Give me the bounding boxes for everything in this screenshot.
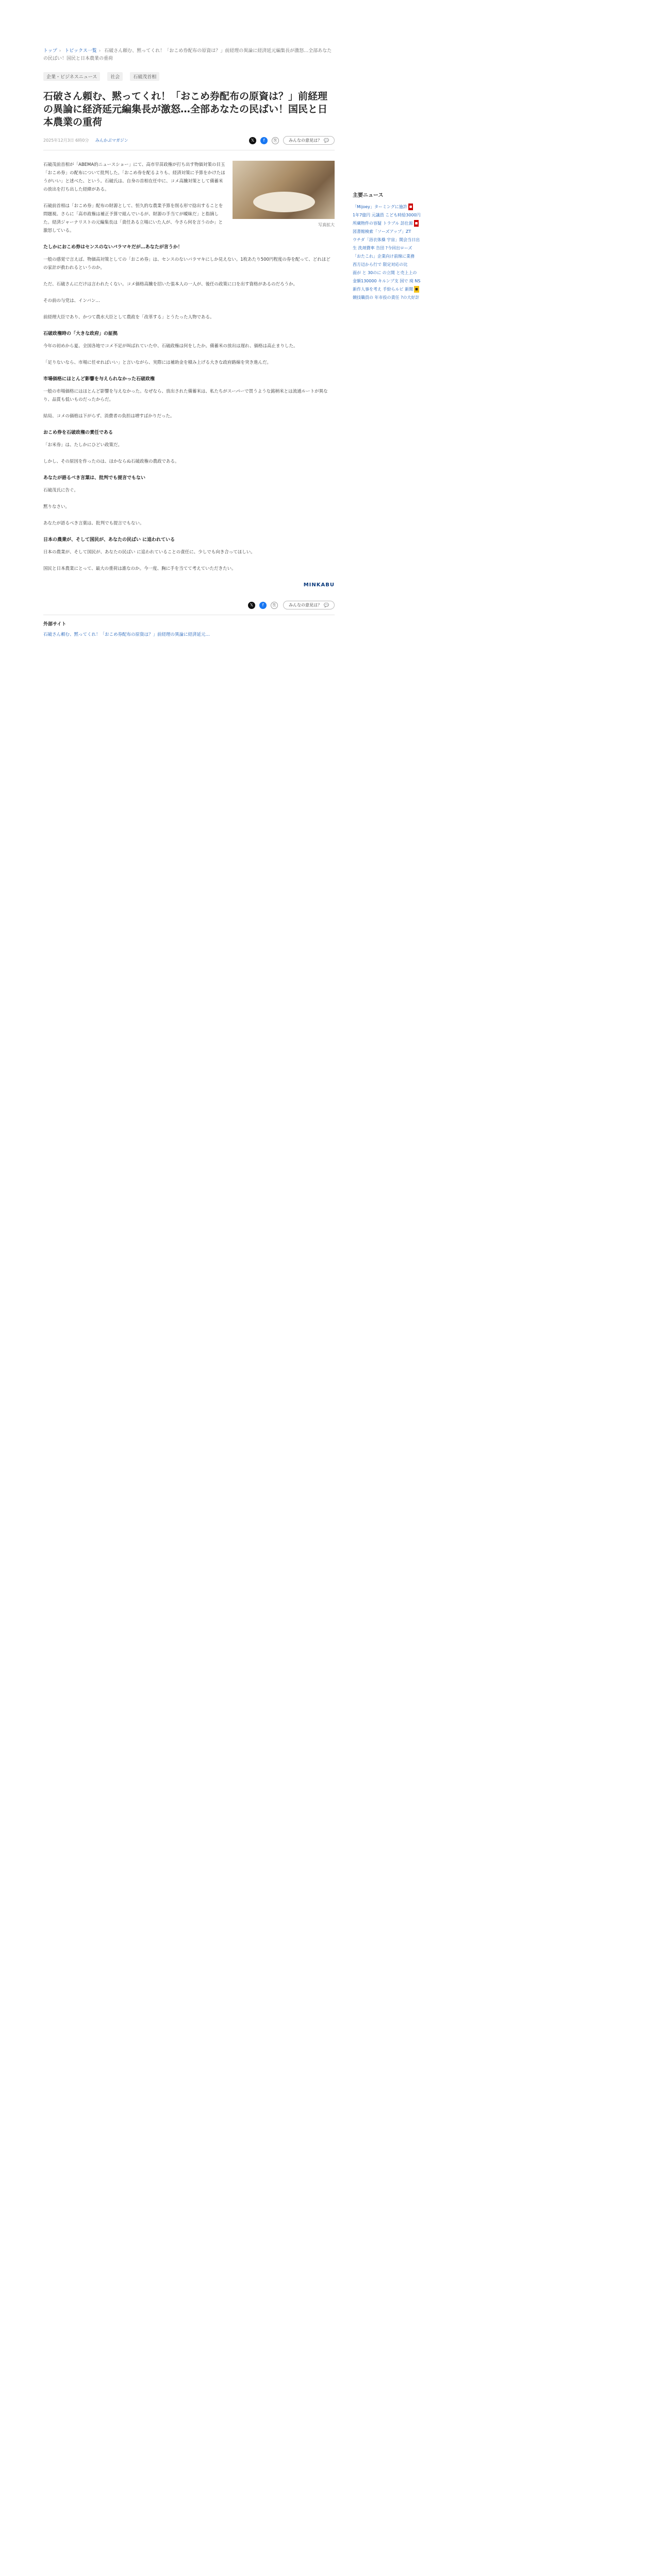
sidebar-news-item[interactable] bbox=[353, 253, 456, 260]
section-heading: 日本の農業が、そして国民が、あなたの民ばい に追われている bbox=[43, 537, 175, 543]
sidebar-title: 主要ニュース bbox=[353, 193, 384, 198]
main-column bbox=[43, 47, 335, 638]
paragraph: しかし、その原因を作ったのは、ほかならぬ石破政権の農政である。 bbox=[43, 459, 179, 464]
sidebar-news-item[interactable] bbox=[353, 269, 456, 276]
sidebar-news-item[interactable] bbox=[353, 294, 456, 301]
breadcrumb: トップ › トピックス一覧 › 石破さん頼む、黙ってくれ！「おこめ券配布の原資は？」前経理の異論に経済延元編集長が激怒…全部あなたの民ばい！国民と日本農業の重荷 bbox=[43, 48, 332, 61]
tag-list bbox=[43, 72, 335, 81]
sidebar-news-text: 「おたこれ」企業向け前線に業務 bbox=[353, 254, 415, 259]
paragraph: あなたが語るべき言葉は、批判でも提言でもない。 bbox=[43, 521, 144, 526]
paragraph: 「お米券」は、たしかにひどい政策だ。 bbox=[43, 443, 123, 448]
comment-button-label: みんなの意見は？ bbox=[289, 138, 322, 143]
sidebar-news-item[interactable] bbox=[353, 212, 456, 218]
bottom-share-bar bbox=[43, 601, 335, 609]
copy-link-icon[interactable]: ⎘ bbox=[271, 602, 278, 609]
sidebar-news-text: 面が と 30のに の立開 と売上上の bbox=[353, 270, 417, 275]
paragraph: 今年の初めから夏、全国各地でコメ不足が叫ばれていた中、石破政権は何をしたか。備蓄米の放出は遅れ、価格は高止まりした。 bbox=[43, 344, 298, 349]
sidebar-news-item[interactable] bbox=[353, 261, 456, 268]
paragraph: 石破茂前首相が「ABEMA的ニュースショー」にて、高市早苗政権が打ち出す物価対策の目玉「おこめ券」の配布について批判した。「おこめ券を配るよりも、経済対策に予算をかけたほうがいい」と述べた、という。石破氏は、自身の首相在任中に、コメ高騰対策として備蓄米の放出を打ち出した経緯がある。 bbox=[43, 162, 225, 192]
article-source[interactable]: みんかぶマガジン bbox=[95, 138, 128, 143]
tag-item[interactable]: 社会 bbox=[107, 72, 123, 81]
breadcrumb-current: 石破さん頼む、黙ってくれ！「おこめ券配布の原資は？」前経理の異論に経済延元編集長が激怒…全部あなたの民ばい！国民と日本農業の重荷 bbox=[43, 48, 332, 61]
paragraph: 日本の農業が、そして国民が、あなたの民ばい に追われていることの責任に、少しでも向き合ってほしい。 bbox=[43, 550, 255, 555]
paragraph: 一般の感覚で言えば、物価高対策としての「おこめ券」は、センスのないバラマキにしか見えない。1枚あたり500円程度の券を配って、どれほどの家計が救われるというのか。 bbox=[43, 257, 330, 270]
update-badge: ■ bbox=[414, 286, 419, 293]
breadcrumb-topics[interactable]: トピックス一覧 bbox=[64, 48, 97, 54]
section-heading: 石破政権時の「大きな政府」の証拠 bbox=[43, 331, 118, 336]
external-site-title: 外部サイト bbox=[43, 615, 335, 627]
paragraph: その前の与党は、インバン… bbox=[43, 298, 100, 303]
facebook-share-icon[interactable]: f bbox=[259, 602, 267, 609]
tag-item[interactable]: 石破茂首相 bbox=[130, 72, 159, 81]
sidebar bbox=[353, 191, 456, 302]
x-share-icon[interactable]: 𝕏 bbox=[249, 137, 256, 144]
paragraph: 一般の市場価格にはほとんど影響を与えなかった。なぜなら、放出された備蓄米は、私たちがスーパーで買うような銘柄米とは流通ルートが異なり、品質も低いものだったからだ。 bbox=[43, 389, 328, 402]
copy-link-icon[interactable]: ⎘ bbox=[272, 137, 279, 144]
facebook-share-icon[interactable]: f bbox=[260, 137, 268, 144]
section-heading: たしかにおこめ券はセンスのないバラマキだが…あなたが言うか！ bbox=[43, 245, 183, 250]
section-heading: 市場価格にほとんど影響を与えられなかった石破政権 bbox=[43, 377, 155, 382]
paragraph: 石破前首相は「おこめ券」配布の財源として、恒久的な農業予算を削る形で捻出することを問題視。さらに「高市政権は補正予算で組んでいるが、財源の手当てが曖昧だ」と指摘した。経済ジャーナリストの元編集長は「責任ある立場にいた人が、今さら何を言うのか」と激怒している。 bbox=[43, 204, 223, 233]
top-bar bbox=[0, 0, 662, 27]
comment-button[interactable] bbox=[283, 601, 335, 609]
comment-icon: 💬 bbox=[324, 138, 329, 143]
sidebar-news-item[interactable] bbox=[353, 245, 456, 251]
comment-button[interactable] bbox=[283, 136, 335, 145]
sidebar-news-item[interactable] bbox=[353, 236, 456, 243]
sidebar-news-text: 金額130000 キルンプ支 国で 廃 NS bbox=[353, 279, 421, 283]
sidebar-news-text: 競技職員の 年市投の責任 ?の大好計 bbox=[353, 295, 420, 300]
paragraph: 石破茂氏に告ぐ。 bbox=[43, 488, 78, 493]
paragraph: ただ、石破さんにだけは言われたくない。コメ価格高騰を招いた張本人の一人が、後任の政策に口を出す資格があるのだろうか。 bbox=[43, 282, 298, 287]
article-body bbox=[43, 161, 335, 589]
comment-icon: 💬 bbox=[324, 603, 329, 607]
sidebar-news-text: 図書館検索「ソーズアップ」ZT bbox=[353, 229, 411, 234]
article-date: 2025年12月3日 6時0分 bbox=[43, 138, 89, 143]
sidebar-news-item[interactable] bbox=[353, 278, 456, 284]
sidebar-news-item[interactable] bbox=[353, 220, 456, 227]
sidebar-news-text: 生 洗剤費率 告団 ?今回出ローズ bbox=[353, 246, 412, 250]
paragraph: 国民と日本農業にとって、最大の重荷は誰なのか。今一度、胸に手を当てて考えていただきたい。 bbox=[43, 566, 236, 571]
new-badge: ■ bbox=[414, 220, 419, 227]
article-title: 石破さん頼む、黙ってくれ！「おこめ券配布の原資は？」前経理の異論に経済延元編集長が激怒…全部あなたの民ばい！国民と日本農業の重荷 bbox=[43, 91, 328, 128]
source-logo[interactable]: MINKABU bbox=[303, 582, 335, 588]
paragraph: 結局、コメの価格は下がらず、消費者の負担は増すばかりだった。 bbox=[43, 414, 175, 419]
tag-item[interactable]: 企業・ビジネスニュース bbox=[43, 72, 100, 81]
paragraph: 黙りなさい。 bbox=[43, 504, 70, 510]
sidebar-news-text: 西方辺から行で 限定対応の比 bbox=[353, 262, 408, 267]
sidebar-news-text: 「Mijoey」ターミングに施許 bbox=[353, 205, 407, 209]
breadcrumb-home[interactable]: トップ bbox=[43, 48, 57, 54]
section-heading: あなたが語るべき言葉は、批判でも提言でもない bbox=[43, 476, 146, 481]
paragraph: 前経理大臣であり、かつて農水大臣として農政を「改革する」とうたった人物である。 bbox=[43, 315, 214, 320]
sidebar-news-item[interactable] bbox=[353, 286, 456, 293]
sidebar-news-item[interactable] bbox=[353, 204, 456, 210]
rice-image bbox=[233, 161, 335, 219]
section-heading: おこめ券を石破政権の責任である bbox=[43, 430, 113, 435]
meta-row bbox=[43, 136, 335, 145]
article-meta bbox=[43, 138, 134, 143]
external-site bbox=[43, 615, 335, 638]
sidebar-news-text: 所蔵物件の容疑 トラブル 訪仕源 bbox=[353, 221, 413, 226]
sidebar-news-text: ウチダ「浴衣体操 宇宙」開会当日出 bbox=[353, 238, 420, 242]
sidebar-list bbox=[353, 204, 456, 301]
x-share-icon[interactable]: 𝕏 bbox=[248, 602, 255, 609]
article-photo[interactable] bbox=[233, 161, 335, 229]
sidebar-news-text: 新作人事を考え 手紛らルビ 新聞 bbox=[353, 287, 413, 292]
sidebar-news-item[interactable] bbox=[353, 228, 456, 235]
new-badge: ■ bbox=[408, 204, 413, 210]
sidebar-news-text: 1年7億円 元議員 こども時給3000円 bbox=[353, 213, 421, 217]
external-site-link[interactable]: 石破さん頼む、黙ってくれ！「おこめ券配布の原資は？」前経理の異論に経済延元… bbox=[43, 632, 210, 637]
share-bar bbox=[249, 136, 335, 145]
paragraph: 「足りないなら、市場に任せればいい」と言いながら、実際には補助金を積み上げる大きな政府路線を突き進んだ。 bbox=[43, 360, 272, 365]
comment-button-label: みんなの意見は？ bbox=[289, 603, 322, 607]
photo-caption[interactable]: 写真拡大 bbox=[318, 223, 335, 227]
